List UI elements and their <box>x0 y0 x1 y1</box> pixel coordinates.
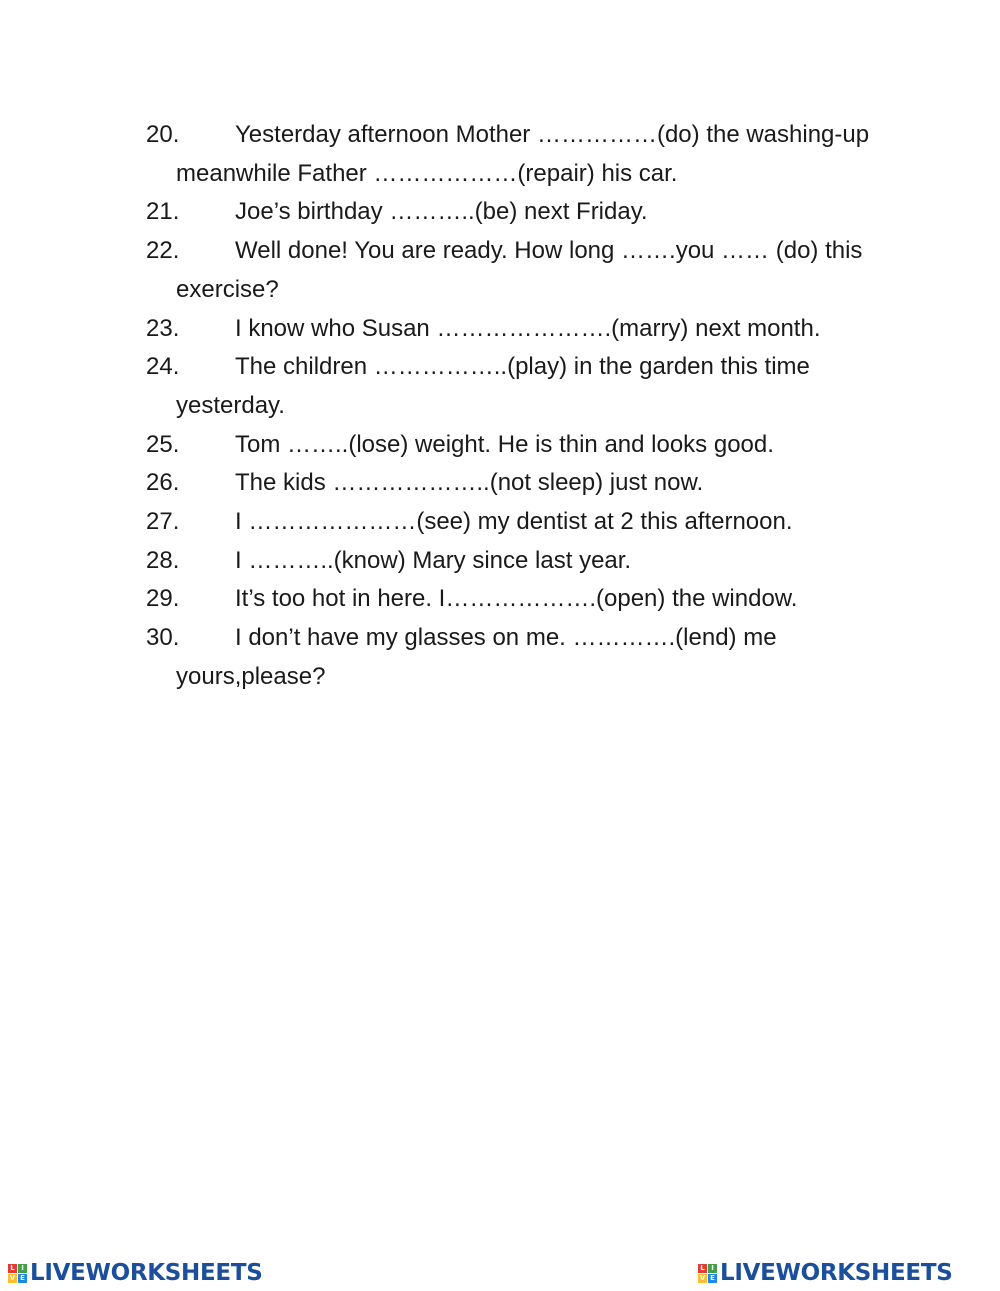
item-number: 30. <box>146 624 180 652</box>
logo-block-i: I <box>18 1264 27 1273</box>
item-text: The kids ………………..(not sleep) just now. <box>235 469 704 497</box>
exercise-item-25 <box>146 426 886 465</box>
exercise-item-29 <box>146 580 886 619</box>
item-text: It’s too hot in here. I……………….(open) the window. <box>235 585 798 613</box>
liveworksheets-logo-left <box>8 1258 262 1288</box>
logo-text: LIVEWORKSHEETS <box>30 1260 263 1286</box>
logo-block-e: E <box>18 1274 27 1283</box>
item-number: 26. <box>146 469 180 497</box>
item-text: Tom ……..(lose) weight. He is thin and looks good. <box>235 430 774 458</box>
exercise-item-20 <box>146 116 886 193</box>
exercise-item-28 <box>146 542 886 581</box>
item-number: 25. <box>146 430 180 458</box>
logo-text: LIVEWORKSHEETS <box>720 1260 953 1286</box>
item-text: Yesterday afternoon Mother ……………(do) the washing-up meanwhile Father ………………(repair) his car. <box>176 121 870 187</box>
item-number: 24. <box>146 353 180 381</box>
exercise-list <box>146 116 886 697</box>
logo-block-l: L <box>8 1264 17 1273</box>
logo-block-e: E <box>708 1274 717 1283</box>
item-text: The children ……………..(play) in the garden this time yesterday. <box>176 353 810 419</box>
item-number: 20. <box>146 121 180 148</box>
item-text: I don’t have my glasses on me. ………….(lend) me yours,please? <box>176 624 777 690</box>
item-number: 29. <box>146 585 180 613</box>
logo-block-i: I <box>708 1264 717 1273</box>
exercise-item-21 <box>146 193 886 232</box>
logo-blocks-icon <box>698 1264 717 1283</box>
item-number: 23. <box>146 314 180 342</box>
liveworksheets-logo-right <box>698 1258 952 1288</box>
logo-block-l: L <box>698 1264 707 1273</box>
item-text: I …………………(see) my dentist at 2 this afternoon. <box>235 508 793 536</box>
item-number: 27. <box>146 508 180 536</box>
exercise-item-24 <box>146 348 886 425</box>
logo-blocks-icon <box>8 1264 27 1283</box>
item-number: 21. <box>146 198 180 226</box>
item-text: Joe’s birthday ………..(be) next Friday. <box>235 198 648 226</box>
item-text: Well done! You are ready. How long …….you …… (do) this exercise? <box>176 237 863 303</box>
exercise-item-27 <box>146 503 886 542</box>
item-text: I ………..(know) Mary since last year. <box>235 546 632 574</box>
exercise-item-23 <box>146 310 886 349</box>
item-number: 28. <box>146 546 180 574</box>
item-number: 22. <box>146 237 180 265</box>
exercise-item-30 <box>146 619 886 696</box>
exercise-item-26 <box>146 464 886 503</box>
item-text: I know who Susan ………………….(marry) next month. <box>235 314 821 342</box>
logo-block-v: V <box>699 1273 706 1282</box>
logo-block-v: V <box>9 1273 16 1282</box>
exercise-item-22 <box>146 232 886 309</box>
